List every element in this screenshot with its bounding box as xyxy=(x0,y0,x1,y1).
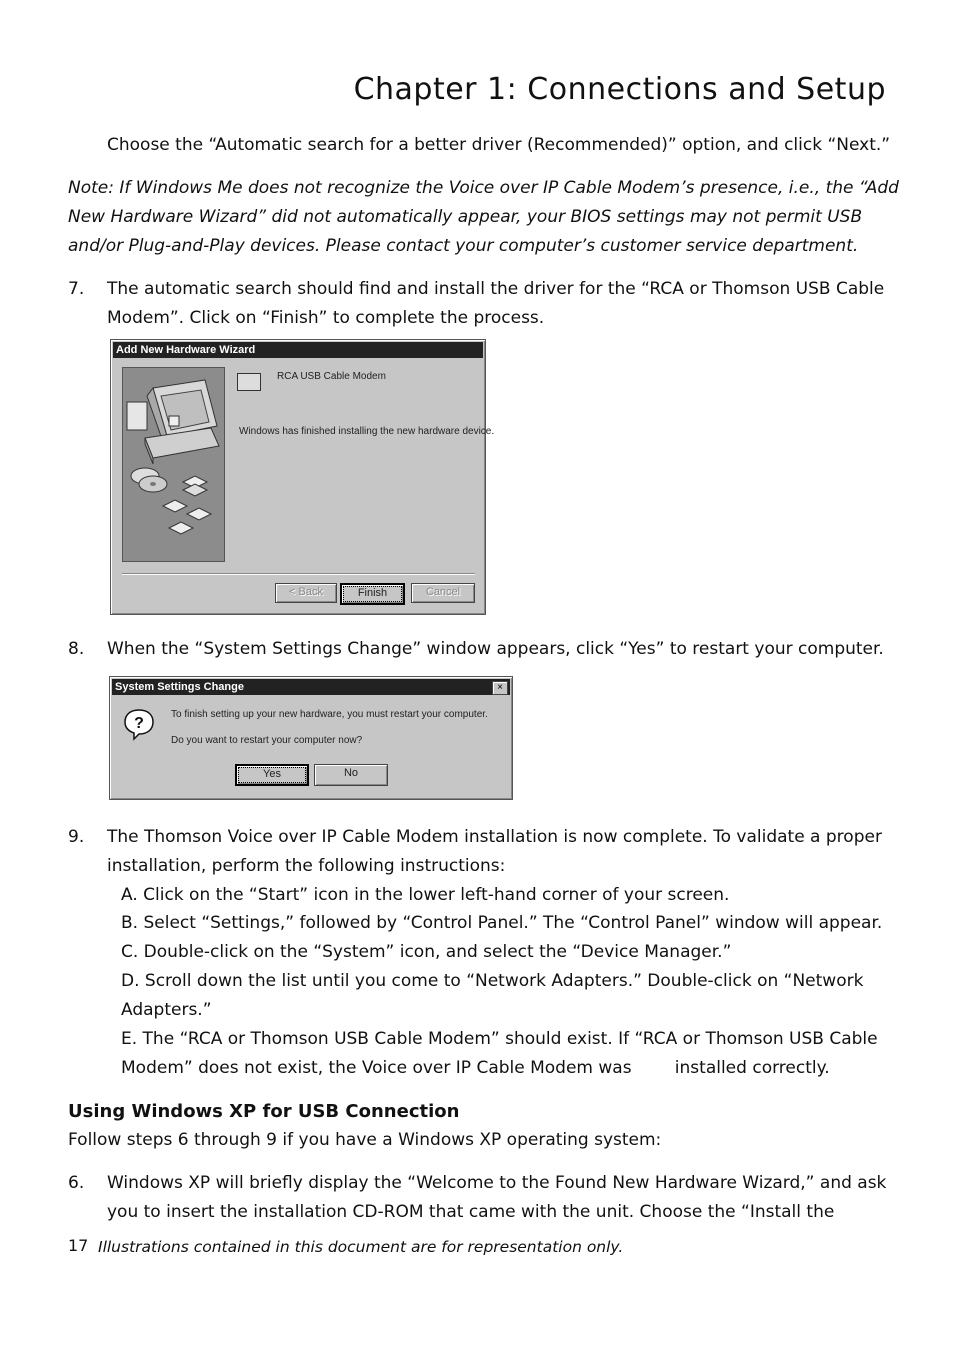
step-9-sub-c: C. Double-click on the “System” icon, and select the “Device Manager.” xyxy=(121,942,732,962)
step-9-sub-d-2: Adapters.” xyxy=(121,1000,212,1020)
wizard-device-name: RCA USB Cable Modem xyxy=(277,371,386,382)
add-new-hardware-wizard xyxy=(110,339,495,615)
settings-message-2: Do you want to restart your computer now? xyxy=(171,735,363,746)
close-button[interactable]: × xyxy=(492,681,508,695)
finish-button[interactable]: Finish xyxy=(340,583,405,605)
step-7-number: 7. xyxy=(68,279,85,299)
note-line-2: New Hardware Wizard” did not automatically appear, your BIOS settings may not permit USB xyxy=(68,207,863,227)
step-9-sub-e-1: E. The “RCA or Thomson USB Cable Modem” should exist. If “RCA or Thomson USB Cable xyxy=(121,1029,878,1049)
section-intro: Follow steps 6 through 9 if you have a Windows XP operating system: xyxy=(68,1130,662,1150)
back-button[interactable]: < Back xyxy=(275,583,337,603)
step-8-number: 8. xyxy=(68,639,85,659)
wizard-divider xyxy=(122,573,475,575)
step-7-line-2: Modem”. Click on “Finish” to complete the process. xyxy=(107,308,545,328)
yes-button[interactable]: Yes xyxy=(235,764,309,786)
modem-device-icon xyxy=(237,373,261,391)
note-line-3: and/or Plug-and-Play devices. Please contact your computer’s customer service department. xyxy=(68,236,859,256)
step-9-sub-d-1: D. Scroll down the list until you come to “Network Adapters.” Double-click on “Network xyxy=(121,971,864,991)
step-9-line-1: The Thomson Voice over IP Cable Modem installation is now complete. To validate a proper xyxy=(107,827,882,847)
no-button[interactable]: No xyxy=(314,764,388,786)
step-7-line-1: The automatic search should find and install the driver for the “RCA or Thomson USB Cable xyxy=(107,279,885,299)
wizard-titlebar: Add New Hardware Wizard xyxy=(113,342,483,358)
footer-note: Illustrations contained in this document are for representation only. xyxy=(98,1238,624,1256)
chapter-title: Chapter 1: Connections and Setup xyxy=(353,72,886,107)
step-6-line-2: you to insert the installation CD-ROM that came with the unit. Choose the “Install the xyxy=(107,1202,835,1222)
page-number: 17 xyxy=(68,1236,89,1255)
step-6-number: 6. xyxy=(68,1173,85,1193)
step-9-sub-e-2: Modem” does not exist, the Voice over IP Cable Modem was installed correctly. xyxy=(121,1058,830,1078)
step-9-sub-b: B. Select “Settings,” followed by “Control Panel.” The “Control Panel” window will appear. xyxy=(121,913,883,933)
step-9-line-2: installation, perform the following instructions: xyxy=(107,856,506,876)
step-9-sub-a: A. Click on the “Start” icon in the lower left-hand corner of your screen. xyxy=(121,885,730,905)
wizard-message: Windows has finished installing the new hardware device. xyxy=(239,426,495,437)
settings-message-1: To finish setting up your new hardware, you must restart your computer. xyxy=(171,709,488,720)
wizard-illustration xyxy=(122,367,225,562)
step-9-number: 9. xyxy=(68,827,85,847)
cancel-button[interactable]: Cancel xyxy=(411,583,475,603)
computer-install-illustration-icon xyxy=(123,368,224,561)
svg-text:?: ? xyxy=(134,715,144,732)
question-icon xyxy=(122,707,156,741)
step-8-text: When the “System Settings Change” window appears, click “Yes” to restart your computer. xyxy=(107,639,884,659)
step-6-line-1: Windows XP will briefly display the “Welcome to the Found New Hardware Wizard,” and ask xyxy=(107,1173,887,1193)
system-settings-change-dialog xyxy=(109,676,513,800)
intro-text: Choose the “Automatic search for a better driver (Recommended)” option, and click “Next.” xyxy=(107,135,891,155)
section-heading: Using Windows XP for USB Connection xyxy=(68,1101,460,1122)
note-line-1: Note: If Windows Me does not recognize the Voice over IP Cable Modem’s presence, i.e., the “Add xyxy=(68,178,899,198)
settings-titlebar: System Settings Change xyxy=(112,679,510,695)
